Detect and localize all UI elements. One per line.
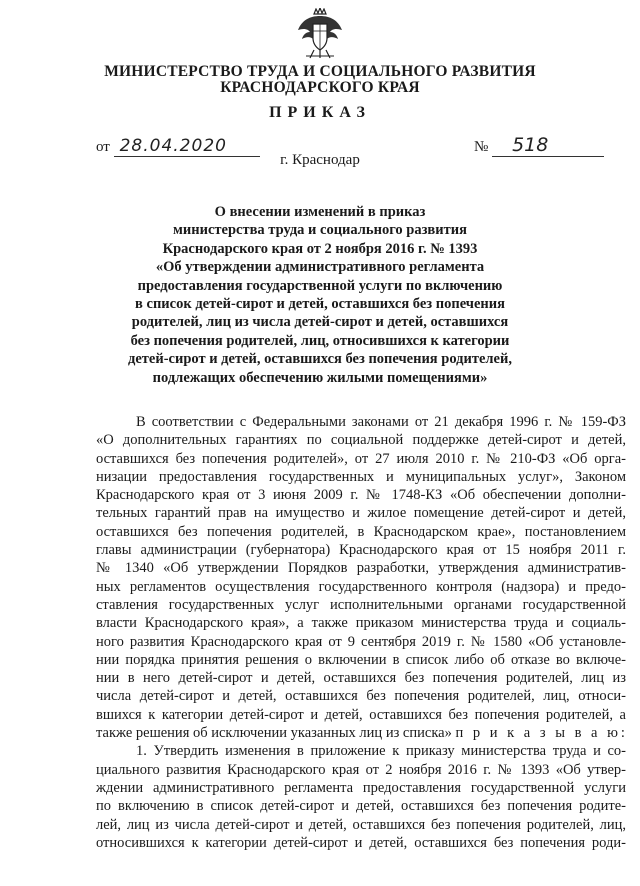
body-line: 1. Утвердить изменения в приложение к приказу министерства труда и со- — [136, 743, 626, 760]
document-type-title: ПРИКАЗ — [269, 104, 371, 121]
title-line: детей-сирот и детей, оставшихся без попечения родителей, — [128, 351, 512, 368]
title-line: Краснодарского края от 2 ноября 2016 г. № 1393 — [162, 240, 478, 257]
title-line: родителей, лиц из числа детей-сирот и детей, оставшихся — [131, 314, 509, 331]
body-line: циального развития Краснодарского края от 2 ноября 2016 г. № 1393 «Об утвер- — [96, 761, 626, 778]
title-line: предоставления государственной услуги по включению — [137, 277, 503, 294]
title-line: О внесении изменений в приказ — [214, 204, 426, 220]
body-line — [96, 724, 626, 742]
body-line: власти Краснодарского края», а также приказом министерства труда и социаль- — [96, 615, 626, 632]
title-line: подлежащих обеспечению жилыми помещениями» — [152, 369, 488, 386]
order-title — [0, 203, 640, 387]
body-line: ных регламентов осуществления государственного контроля (надзора) и предо- — [96, 578, 626, 595]
ministry-name-line2: КРАСНОДАРСКОГО КРАЯ — [220, 79, 420, 96]
body-line: нии порядка принятия решения о включении в список либо об отказе во включе- — [96, 651, 626, 668]
body-line: числа детей-сирот и детей, оставшихся без попечения родителей, лиц, относи- — [96, 688, 626, 705]
body-line: лей, лиц из числа детей-сирот и детей, оставшихся без попечения родителей, лиц, — [96, 816, 626, 833]
body-line: вшихся к категории детей-сирот и детей, оставшихся без попечения родителей, а — [96, 706, 626, 723]
body-line: оставшихся без попечения родителей, в Краснодарском крае», постановлением — [96, 523, 626, 540]
number-value: 518 — [492, 134, 604, 157]
body-line: ждении административного регламента предоставления государственной услуги — [96, 779, 626, 796]
ministry-name-line1: МИНИСТЕРСТВО ТРУДА И СОЦИАЛЬНОГО РАЗВИТИЯ — [104, 63, 536, 80]
body-line: нии в него детей-сирот и детей, оставшихся без попечения родителей, лиц из — [96, 670, 626, 687]
date-prefix: от — [96, 139, 110, 155]
title-line: «Об утверждении административного регламента — [155, 259, 485, 276]
body-line: Краснодарского края от 3 июня 2009 г. № 1748-КЗ «Об обеспечении дополни- — [96, 487, 626, 504]
order-body — [96, 413, 626, 852]
title-line: без попечения родителей, лиц, относившихся к категории — [130, 332, 510, 349]
body-line: относившихся к категории детей-сирот и детей, оставшихся без попечения роди- — [96, 834, 626, 851]
date-value: 28.04.2020 — [114, 136, 260, 157]
body-line-text: также решения об исключении указанных лиц из списка» — [96, 725, 452, 742]
coat-of-arms-icon — [296, 8, 344, 60]
body-line: по включению в список детей-сирот и детей, оставшихся без попечения родите- — [96, 798, 626, 815]
body-line: тельных гарантий прав на имущество и жилое помещение детей-сирот и детей, — [96, 505, 626, 522]
body-line: № 1340 «Об утверждении Порядков разработки, утверждения административ- — [96, 560, 626, 577]
body-line: «О дополнительных гарантиях по социальной поддержке детей-сирот и детей, — [96, 432, 626, 449]
body-line: главы администрации (губернатора) Краснодарского края от 15 ноября 2011 г. — [96, 542, 626, 559]
body-line: В соответствии с Федеральными законами от 21 декабря 1996 г. № 159-ФЗ — [136, 414, 626, 430]
city: г. Краснодар — [280, 152, 360, 168]
body-line: оставшихся без попечения родителей», от 27 июля 2010 г. № 210-ФЗ «Об орга- — [96, 450, 626, 467]
number-prefix: № — [474, 139, 489, 155]
title-line: в список детей-сирот и детей, оставшихся без попечения — [135, 296, 505, 313]
title-line: министерства труда и социального развития — [173, 222, 467, 239]
body-line: низации предоставления государственных и муниципальных услуг», Законом — [96, 468, 626, 485]
body-line: ставления государственных услуг исполнительными органами государственной — [96, 596, 626, 613]
body-line: ного развития Краснодарского края от 9 сентября 2019 г. № 1580 «Об установле- — [96, 633, 626, 650]
order-verb: п р и к а з ы в а ю: — [455, 725, 628, 742]
